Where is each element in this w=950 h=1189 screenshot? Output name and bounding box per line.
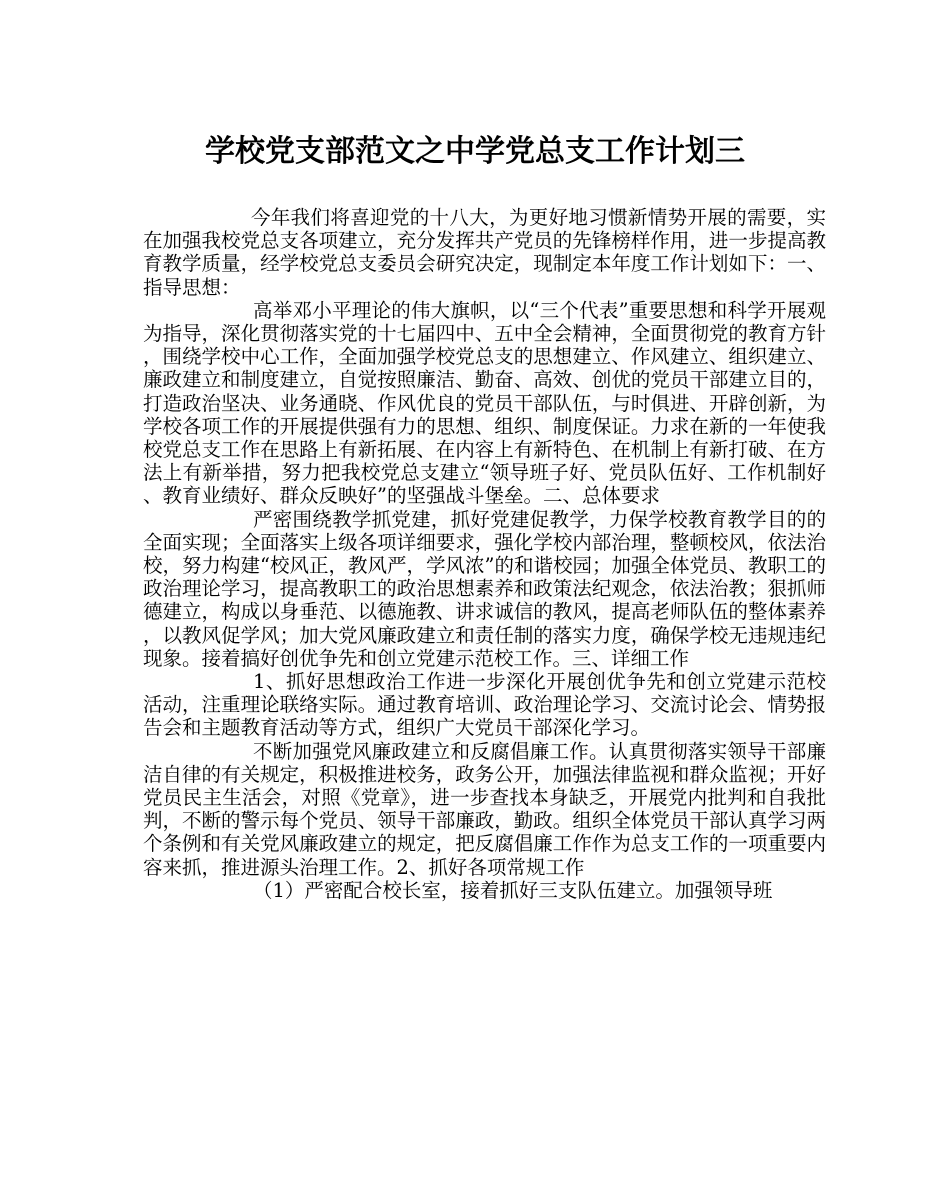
paragraph-political-work: 1、抓好思想政治工作进一步深化开展创优争先和创立党建示范校活动，注重理论联络实际。通过教育培训、政治理论学习、交流讨论会、情势报告会和主题教育活动等方式，组织广大党员干部深化学习。 (143, 670, 826, 740)
paragraph-general-requirements: 严密围绕教学抓党建，抓好党建促教学，力保学校教育教学目的的全面实现；全面落实上级各项详细要求，强化学校内部治理，整顿校风，依法治校，努力构建“校风正，教风严，学风浓”的和谐校园；加强全体党员、教职工的政治理论学习，提高教职工的政治思想素养和政策法纪观念，依法治教；狠抓师德建立，构成以身垂范、以德施教、讲求诚信的教风，提高老师队伍的整体素养，以教风促学风；加大党风廉政建立和责任制的落实力度，确保学校无违规违纪现象。接着搞好创优争先和创立党建示范校工作。三、详细工作 (143, 507, 826, 670)
paragraph-guiding-ideology: 高举邓小平理论的伟大旗帜，以“三个代表”重要思想和科学开展观为指导，深化贯彻落实党的十七届四中、五中全会精神，全面贯彻党的教育方针，围绕学校中心工作，全面加强学校党总支的思想建立、作风建立、组织建立、廉政建立和制度建立，自觉按照廉洁、勤奋、高效、创优的党员干部建立目的，打造政治坚决、业务通晓、作风优良的党员干部队伍，与时俱进、开辟创新，为学校各项工作的开展提供强有力的思想、组织、制度保证。力求在新的一年使我校党总支工作在思路上有新拓展、在内容上有新特色、在机制上有新打破、在方法上有新举措，努力把我校党总支建立“领导班子好、党员队伍好、工作机制好、教育业绩好、群众反映好”的坚强战斗堡垒。二、总体要求 (143, 298, 826, 508)
paragraph-intro: 今年我们将喜迎党的十八大，为更好地习惯新情势开展的需要，实在加强我校党总支各项建立，充分发挥共产党员的先锋榜样作用，进一步提高教育教学质量，经学校党总支委员会研究决定，现制定本年度工作计划如下：一、指导思想： (143, 206, 826, 299)
paragraph-anti-corruption: 不断加强党风廉政建立和反腐倡廉工作。认真贯彻落实领导干部廉洁自律的有关规定，积极推进校务，政务公开，加强法律监视和群众监视；开好党员民主生活会，对照《党章》，进一步查找本身缺乏，开展党内批判和自我批判，不断的警示每个党员、领导干部廉政，勤政。组织全体党员干部认真学习两个条例和有关党风廉政建立的规定，把反腐倡廉工作作为总支工作的一项重要内容来抓，推进源头治理工作。2、抓好各项常规工作 (143, 739, 826, 879)
document-body (143, 206, 826, 902)
document-title: 学校党支部范文之中学党总支工作计划三 (205, 134, 745, 169)
paragraph-team-building: （1）严密配合校长室，接着抓好三支队伍建立。加强领导班 (253, 878, 773, 902)
